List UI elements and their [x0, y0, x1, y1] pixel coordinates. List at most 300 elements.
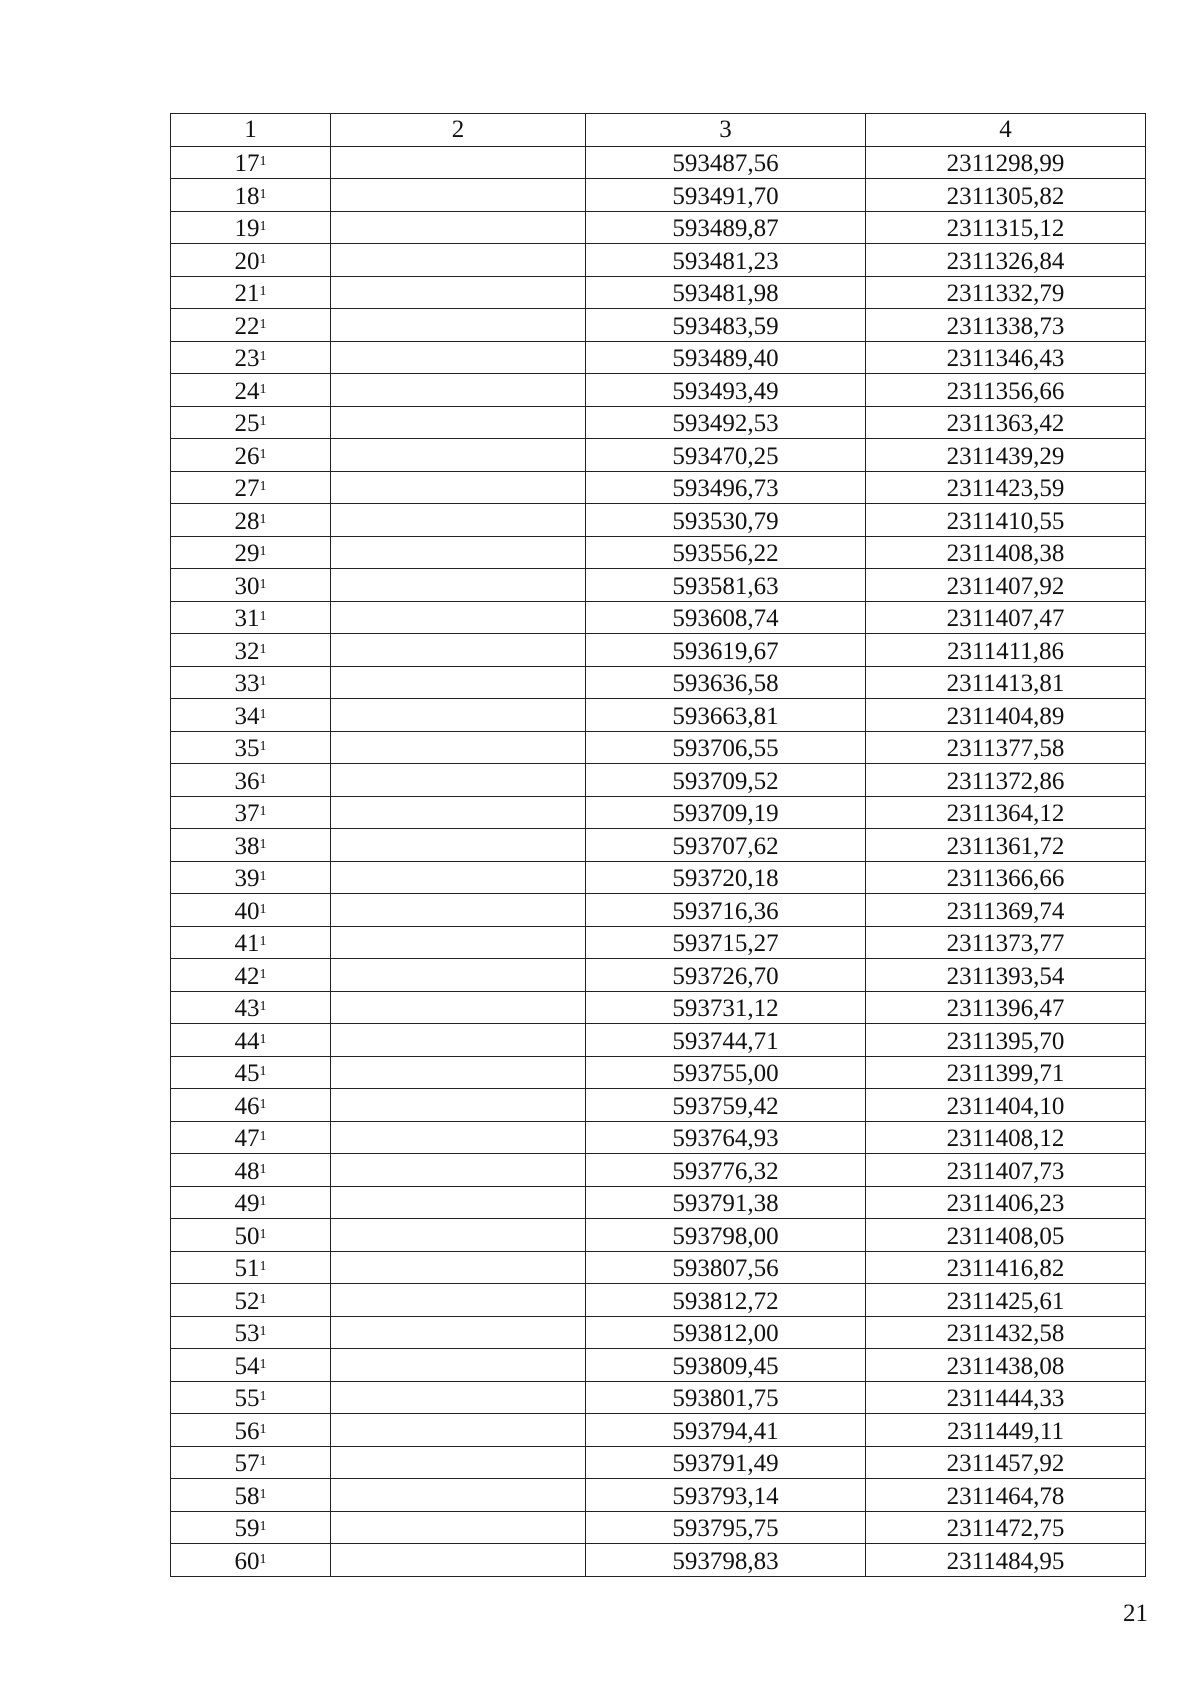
point-number-cell	[171, 211, 331, 244]
table-row	[171, 601, 1146, 634]
table-header	[171, 114, 1146, 147]
table-row	[171, 569, 1146, 602]
point-number-superscript: 1	[259, 1421, 267, 1437]
point-number-superscript: 1	[259, 414, 267, 429]
point-number-cell	[171, 666, 331, 699]
table-row	[171, 1251, 1146, 1284]
point-number-cell	[171, 1251, 331, 1284]
point-number-cell	[171, 341, 331, 374]
y-coordinate-cell: 2311432,58	[866, 1316, 1146, 1349]
y-coordinate-cell: 2311305,82	[866, 179, 1146, 212]
point-number: 54	[234, 1352, 260, 1380]
table-row	[171, 829, 1146, 862]
y-coordinate-cell: 2311372,86	[866, 764, 1146, 797]
header-col-3: 3	[586, 114, 866, 147]
x-coordinate-cell: 593791,49	[586, 1446, 866, 1479]
point-number: 34	[234, 702, 260, 730]
table-row	[171, 666, 1146, 699]
x-coordinate-cell: 593707,62	[586, 829, 866, 862]
col-2-cell	[331, 1186, 586, 1219]
table-body	[171, 146, 1146, 1576]
point-number-cell	[171, 1479, 331, 1512]
x-coordinate-cell: 593795,75	[586, 1511, 866, 1544]
table-row	[171, 1544, 1146, 1577]
point-number-cell	[171, 504, 331, 537]
point-number-cell	[171, 569, 331, 602]
y-coordinate-cell: 2311404,89	[866, 699, 1146, 732]
col-2-cell	[331, 796, 586, 829]
x-coordinate-cell: 593798,83	[586, 1544, 866, 1577]
x-coordinate-cell: 593619,67	[586, 634, 866, 667]
point-number: 19	[234, 215, 260, 242]
y-coordinate-cell: 2311396,47	[866, 991, 1146, 1024]
col-2-cell	[331, 666, 586, 699]
point-number-superscript: 1	[259, 641, 267, 657]
col-2-cell	[331, 1251, 586, 1284]
point-number: 44	[234, 1027, 260, 1055]
point-number-cell	[171, 1414, 331, 1447]
y-coordinate-cell: 2311444,33	[866, 1381, 1146, 1414]
table-row	[171, 991, 1146, 1024]
table-row	[171, 211, 1146, 244]
table-row	[171, 309, 1146, 342]
col-2-cell	[331, 146, 586, 179]
point-number-cell	[171, 309, 331, 342]
col-2-cell	[331, 276, 586, 309]
header-col-4: 4	[866, 114, 1146, 147]
point-number-cell	[171, 1154, 331, 1187]
point-number: 17	[234, 150, 260, 177]
point-number: 21	[234, 280, 260, 307]
col-2-cell	[331, 829, 586, 862]
y-coordinate-cell: 2311326,84	[866, 244, 1146, 277]
x-coordinate-cell: 593489,40	[586, 341, 866, 374]
point-number-cell	[171, 1121, 331, 1154]
col-2-cell	[331, 1446, 586, 1479]
point-number-cell	[171, 244, 331, 277]
x-coordinate-cell: 593556,22	[586, 536, 866, 569]
col-2-cell	[331, 991, 586, 1024]
point-number: 41	[234, 930, 260, 957]
x-coordinate-cell: 593706,55	[586, 731, 866, 764]
x-coordinate-cell: 593776,32	[586, 1154, 866, 1187]
table-row	[171, 1446, 1146, 1479]
point-number-cell	[171, 1056, 331, 1089]
col-2-cell	[331, 1316, 586, 1349]
point-number-superscript: 1	[259, 869, 267, 884]
table-row	[171, 926, 1146, 959]
col-2-cell	[331, 959, 586, 992]
x-coordinate-cell: 593812,00	[586, 1316, 866, 1349]
point-number-cell	[171, 1349, 331, 1382]
x-coordinate-cell: 593470,25	[586, 439, 866, 472]
x-coordinate-cell: 593663,81	[586, 699, 866, 732]
table-row	[171, 504, 1146, 537]
point-number-cell	[171, 634, 331, 667]
point-number: 22	[234, 312, 260, 340]
table-row	[171, 374, 1146, 407]
x-coordinate-cell: 593764,93	[586, 1121, 866, 1154]
table-row	[171, 1284, 1146, 1317]
point-number: 32	[234, 637, 260, 665]
col-2-cell	[331, 504, 586, 537]
y-coordinate-cell: 2311464,78	[866, 1479, 1146, 1512]
table-row	[171, 1511, 1146, 1544]
table-row	[171, 439, 1146, 472]
table-row	[171, 341, 1146, 374]
x-coordinate-cell: 593581,63	[586, 569, 866, 602]
point-number-cell	[171, 1511, 331, 1544]
col-2-cell	[331, 731, 586, 764]
point-number: 55	[234, 1385, 260, 1412]
point-number: 47	[234, 1125, 260, 1152]
x-coordinate-cell: 593636,58	[586, 666, 866, 699]
point-number-superscript: 1	[259, 804, 267, 819]
point-number: 33	[234, 670, 260, 697]
col-2-cell	[331, 894, 586, 927]
y-coordinate-cell: 2311395,70	[866, 1024, 1146, 1057]
point-number-cell	[171, 1024, 331, 1057]
point-number-cell	[171, 276, 331, 309]
point-number: 46	[234, 1092, 260, 1120]
point-number-superscript: 1	[259, 479, 267, 494]
y-coordinate-cell: 2311407,92	[866, 569, 1146, 602]
point-number-cell	[171, 536, 331, 569]
col-2-cell	[331, 1414, 586, 1447]
table-row	[171, 1186, 1146, 1219]
x-coordinate-cell: 593608,74	[586, 601, 866, 634]
point-number-superscript: 1	[259, 1324, 267, 1339]
point-number-superscript: 1	[259, 1454, 267, 1469]
x-coordinate-cell: 593731,12	[586, 991, 866, 1024]
y-coordinate-cell: 2311338,73	[866, 309, 1146, 342]
y-coordinate-cell: 2311408,38	[866, 536, 1146, 569]
y-coordinate-cell: 2311361,72	[866, 829, 1146, 862]
col-2-cell	[331, 536, 586, 569]
point-number: 48	[234, 1157, 260, 1185]
y-coordinate-cell: 2311315,12	[866, 211, 1146, 244]
point-number-superscript: 1	[259, 1259, 267, 1274]
x-coordinate-cell: 593491,70	[586, 179, 866, 212]
table-row	[171, 1024, 1146, 1057]
x-coordinate-cell: 593798,00	[586, 1219, 866, 1252]
point-number-superscript: 1	[259, 251, 267, 267]
point-number-superscript: 1	[259, 934, 267, 949]
y-coordinate-cell: 2311413,81	[866, 666, 1146, 699]
y-coordinate-cell: 2311364,12	[866, 796, 1146, 829]
point-number-superscript: 1	[259, 544, 267, 559]
x-coordinate-cell: 593793,14	[586, 1479, 866, 1512]
point-number-superscript: 1	[259, 446, 267, 462]
point-number-superscript: 1	[259, 154, 267, 169]
table-row	[171, 959, 1146, 992]
x-coordinate-cell: 593530,79	[586, 504, 866, 537]
col-2-cell	[331, 211, 586, 244]
y-coordinate-cell: 2311363,42	[866, 406, 1146, 439]
x-coordinate-cell: 593481,98	[586, 276, 866, 309]
point-number-superscript: 1	[259, 1226, 267, 1242]
point-number-superscript: 1	[259, 349, 267, 364]
point-number-cell	[171, 1381, 331, 1414]
point-number-superscript: 1	[259, 771, 267, 787]
point-number-cell	[171, 1089, 331, 1122]
point-number-superscript: 1	[259, 674, 267, 689]
y-coordinate-cell: 2311406,23	[866, 1186, 1146, 1219]
table-row	[171, 1414, 1146, 1447]
point-number-superscript: 1	[259, 1096, 267, 1112]
point-number-cell	[171, 1316, 331, 1349]
y-coordinate-cell: 2311399,71	[866, 1056, 1146, 1089]
y-coordinate-cell: 2311410,55	[866, 504, 1146, 537]
point-number: 50	[234, 1222, 260, 1250]
y-coordinate-cell: 2311416,82	[866, 1251, 1146, 1284]
col-2-cell	[331, 861, 586, 894]
point-number-superscript: 1	[259, 901, 267, 917]
col-2-cell	[331, 1284, 586, 1317]
point-number-superscript: 1	[259, 739, 267, 754]
point-number: 31	[234, 605, 260, 632]
y-coordinate-cell: 2311393,54	[866, 959, 1146, 992]
col-2-cell	[331, 699, 586, 732]
point-number: 29	[234, 540, 260, 567]
x-coordinate-cell: 593483,59	[586, 309, 866, 342]
col-2-cell	[331, 1056, 586, 1089]
point-number-cell	[171, 959, 331, 992]
col-2-cell	[331, 1349, 586, 1382]
table-row	[171, 179, 1146, 212]
point-number-superscript: 1	[259, 1519, 267, 1534]
x-coordinate-cell: 593744,71	[586, 1024, 866, 1057]
col-2-cell	[331, 406, 586, 439]
col-2-cell	[331, 374, 586, 407]
point-number: 27	[234, 475, 260, 502]
table-row	[171, 1154, 1146, 1187]
table-row	[171, 1219, 1146, 1252]
x-coordinate-cell: 593759,42	[586, 1089, 866, 1122]
point-number-superscript: 1	[259, 999, 267, 1014]
point-number: 36	[234, 767, 260, 795]
point-number: 39	[234, 865, 260, 892]
point-number-cell	[171, 991, 331, 1024]
table-row	[171, 1316, 1146, 1349]
point-number-superscript: 1	[259, 836, 267, 852]
header-col-1: 1	[171, 114, 331, 147]
y-coordinate-cell: 2311438,08	[866, 1349, 1146, 1382]
y-coordinate-cell: 2311408,12	[866, 1121, 1146, 1154]
point-number-cell	[171, 731, 331, 764]
point-number-cell	[171, 1446, 331, 1479]
table-row	[171, 406, 1146, 439]
x-coordinate-cell: 593720,18	[586, 861, 866, 894]
y-coordinate-cell: 2311404,10	[866, 1089, 1146, 1122]
y-coordinate-cell: 2311356,66	[866, 374, 1146, 407]
col-2-cell	[331, 569, 586, 602]
col-2-cell	[331, 244, 586, 277]
y-coordinate-cell: 2311407,73	[866, 1154, 1146, 1187]
point-number-superscript: 1	[259, 219, 267, 234]
table-row	[171, 1479, 1146, 1512]
point-number: 25	[234, 410, 260, 437]
col-2-cell	[331, 1089, 586, 1122]
y-coordinate-cell: 2311369,74	[866, 894, 1146, 927]
x-coordinate-cell: 593481,23	[586, 244, 866, 277]
point-number: 57	[234, 1450, 260, 1477]
col-2-cell	[331, 1381, 586, 1414]
point-number: 43	[234, 995, 260, 1022]
x-coordinate-cell: 593791,38	[586, 1186, 866, 1219]
x-coordinate-cell: 593807,56	[586, 1251, 866, 1284]
table-row	[171, 244, 1146, 277]
point-number-superscript: 1	[259, 609, 267, 624]
col-2-cell	[331, 1024, 586, 1057]
point-number-superscript: 1	[259, 576, 267, 592]
col-2-cell	[331, 341, 586, 374]
x-coordinate-cell: 593801,75	[586, 1381, 866, 1414]
point-number-cell	[171, 1544, 331, 1577]
y-coordinate-cell: 2311449,11	[866, 1414, 1146, 1447]
x-coordinate-cell: 593809,45	[586, 1349, 866, 1382]
x-coordinate-cell: 593709,19	[586, 796, 866, 829]
point-number: 42	[234, 962, 260, 990]
point-number: 53	[234, 1320, 260, 1347]
y-coordinate-cell: 2311366,66	[866, 861, 1146, 894]
col-2-cell	[331, 1479, 586, 1512]
col-2-cell	[331, 471, 586, 504]
y-coordinate-cell: 2311411,86	[866, 634, 1146, 667]
point-number-cell	[171, 861, 331, 894]
point-number: 37	[234, 800, 260, 827]
point-number-cell	[171, 1219, 331, 1252]
y-coordinate-cell: 2311298,99	[866, 146, 1146, 179]
point-number: 23	[234, 345, 260, 372]
point-number-superscript: 1	[259, 1194, 267, 1209]
point-number-superscript: 1	[259, 1031, 267, 1047]
col-2-cell	[331, 439, 586, 472]
table-row	[171, 861, 1146, 894]
point-number: 49	[234, 1190, 260, 1217]
point-number-superscript: 1	[259, 381, 267, 397]
point-number-superscript: 1	[259, 1161, 267, 1177]
col-2-cell	[331, 1511, 586, 1544]
point-number-cell	[171, 764, 331, 797]
x-coordinate-cell: 593487,56	[586, 146, 866, 179]
col-2-cell	[331, 926, 586, 959]
point-number-cell	[171, 699, 331, 732]
point-number-cell	[171, 894, 331, 927]
point-number-superscript: 1	[259, 284, 267, 299]
point-number-cell	[171, 471, 331, 504]
point-number-superscript: 1	[259, 1486, 267, 1502]
point-number: 58	[234, 1482, 260, 1510]
point-number: 40	[234, 897, 260, 925]
col-2-cell	[331, 764, 586, 797]
point-number: 20	[234, 247, 260, 275]
point-number-superscript: 1	[259, 1389, 267, 1404]
x-coordinate-cell: 593794,41	[586, 1414, 866, 1447]
page-number: 21	[1123, 1600, 1148, 1627]
point-number-superscript: 1	[259, 966, 267, 982]
x-coordinate-cell: 593493,49	[586, 374, 866, 407]
point-number: 24	[234, 377, 260, 405]
table-row	[171, 731, 1146, 764]
table-row	[171, 764, 1146, 797]
y-coordinate-cell: 2311373,77	[866, 926, 1146, 959]
table-row	[171, 699, 1146, 732]
point-number: 59	[234, 1515, 260, 1542]
point-number: 30	[234, 572, 260, 600]
point-number-cell	[171, 1284, 331, 1317]
col-2-cell	[331, 309, 586, 342]
point-number-superscript: 1	[259, 1551, 267, 1567]
point-number-cell	[171, 796, 331, 829]
point-number-superscript: 1	[259, 186, 267, 202]
point-number: 60	[234, 1547, 260, 1575]
y-coordinate-cell: 2311346,43	[866, 341, 1146, 374]
col-2-cell	[331, 634, 586, 667]
point-number: 18	[234, 182, 260, 210]
point-number: 52	[234, 1287, 260, 1315]
point-number-superscript: 1	[259, 316, 267, 332]
point-number: 56	[234, 1417, 260, 1445]
point-number-superscript: 1	[259, 1291, 267, 1307]
x-coordinate-cell: 593812,72	[586, 1284, 866, 1317]
table-row	[171, 276, 1146, 309]
point-number: 28	[234, 507, 260, 535]
y-coordinate-cell: 2311407,47	[866, 601, 1146, 634]
y-coordinate-cell: 2311423,59	[866, 471, 1146, 504]
point-number-cell	[171, 829, 331, 862]
col-2-cell	[331, 601, 586, 634]
x-coordinate-cell: 593715,27	[586, 926, 866, 959]
y-coordinate-cell: 2311332,79	[866, 276, 1146, 309]
point-number-cell	[171, 1186, 331, 1219]
table-row	[171, 536, 1146, 569]
point-number-cell	[171, 601, 331, 634]
header-row	[171, 114, 1146, 147]
y-coordinate-cell: 2311484,95	[866, 1544, 1146, 1577]
y-coordinate-cell: 2311472,75	[866, 1511, 1146, 1544]
x-coordinate-cell: 593492,53	[586, 406, 866, 439]
y-coordinate-cell: 2311408,05	[866, 1219, 1146, 1252]
point-number: 35	[234, 735, 260, 762]
x-coordinate-cell: 593726,70	[586, 959, 866, 992]
point-number-superscript: 1	[259, 706, 267, 722]
table-row	[171, 1121, 1146, 1154]
table-row	[171, 1381, 1146, 1414]
point-number-superscript: 1	[259, 511, 267, 527]
table-row	[171, 796, 1146, 829]
point-number-superscript: 1	[259, 1129, 267, 1144]
table-row	[171, 146, 1146, 179]
x-coordinate-cell: 593496,73	[586, 471, 866, 504]
x-coordinate-cell: 593489,87	[586, 211, 866, 244]
point-number-cell	[171, 439, 331, 472]
col-2-cell	[331, 179, 586, 212]
x-coordinate-cell: 593709,52	[586, 764, 866, 797]
point-number: 26	[234, 442, 260, 470]
table-row	[171, 894, 1146, 927]
point-number-cell	[171, 179, 331, 212]
table-row	[171, 1349, 1146, 1382]
y-coordinate-cell: 2311439,29	[866, 439, 1146, 472]
y-coordinate-cell: 2311377,58	[866, 731, 1146, 764]
coordinates-table	[170, 113, 1146, 1577]
y-coordinate-cell: 2311425,61	[866, 1284, 1146, 1317]
point-number-cell	[171, 406, 331, 439]
point-number: 51	[234, 1255, 260, 1282]
point-number-cell	[171, 374, 331, 407]
point-number-cell	[171, 926, 331, 959]
